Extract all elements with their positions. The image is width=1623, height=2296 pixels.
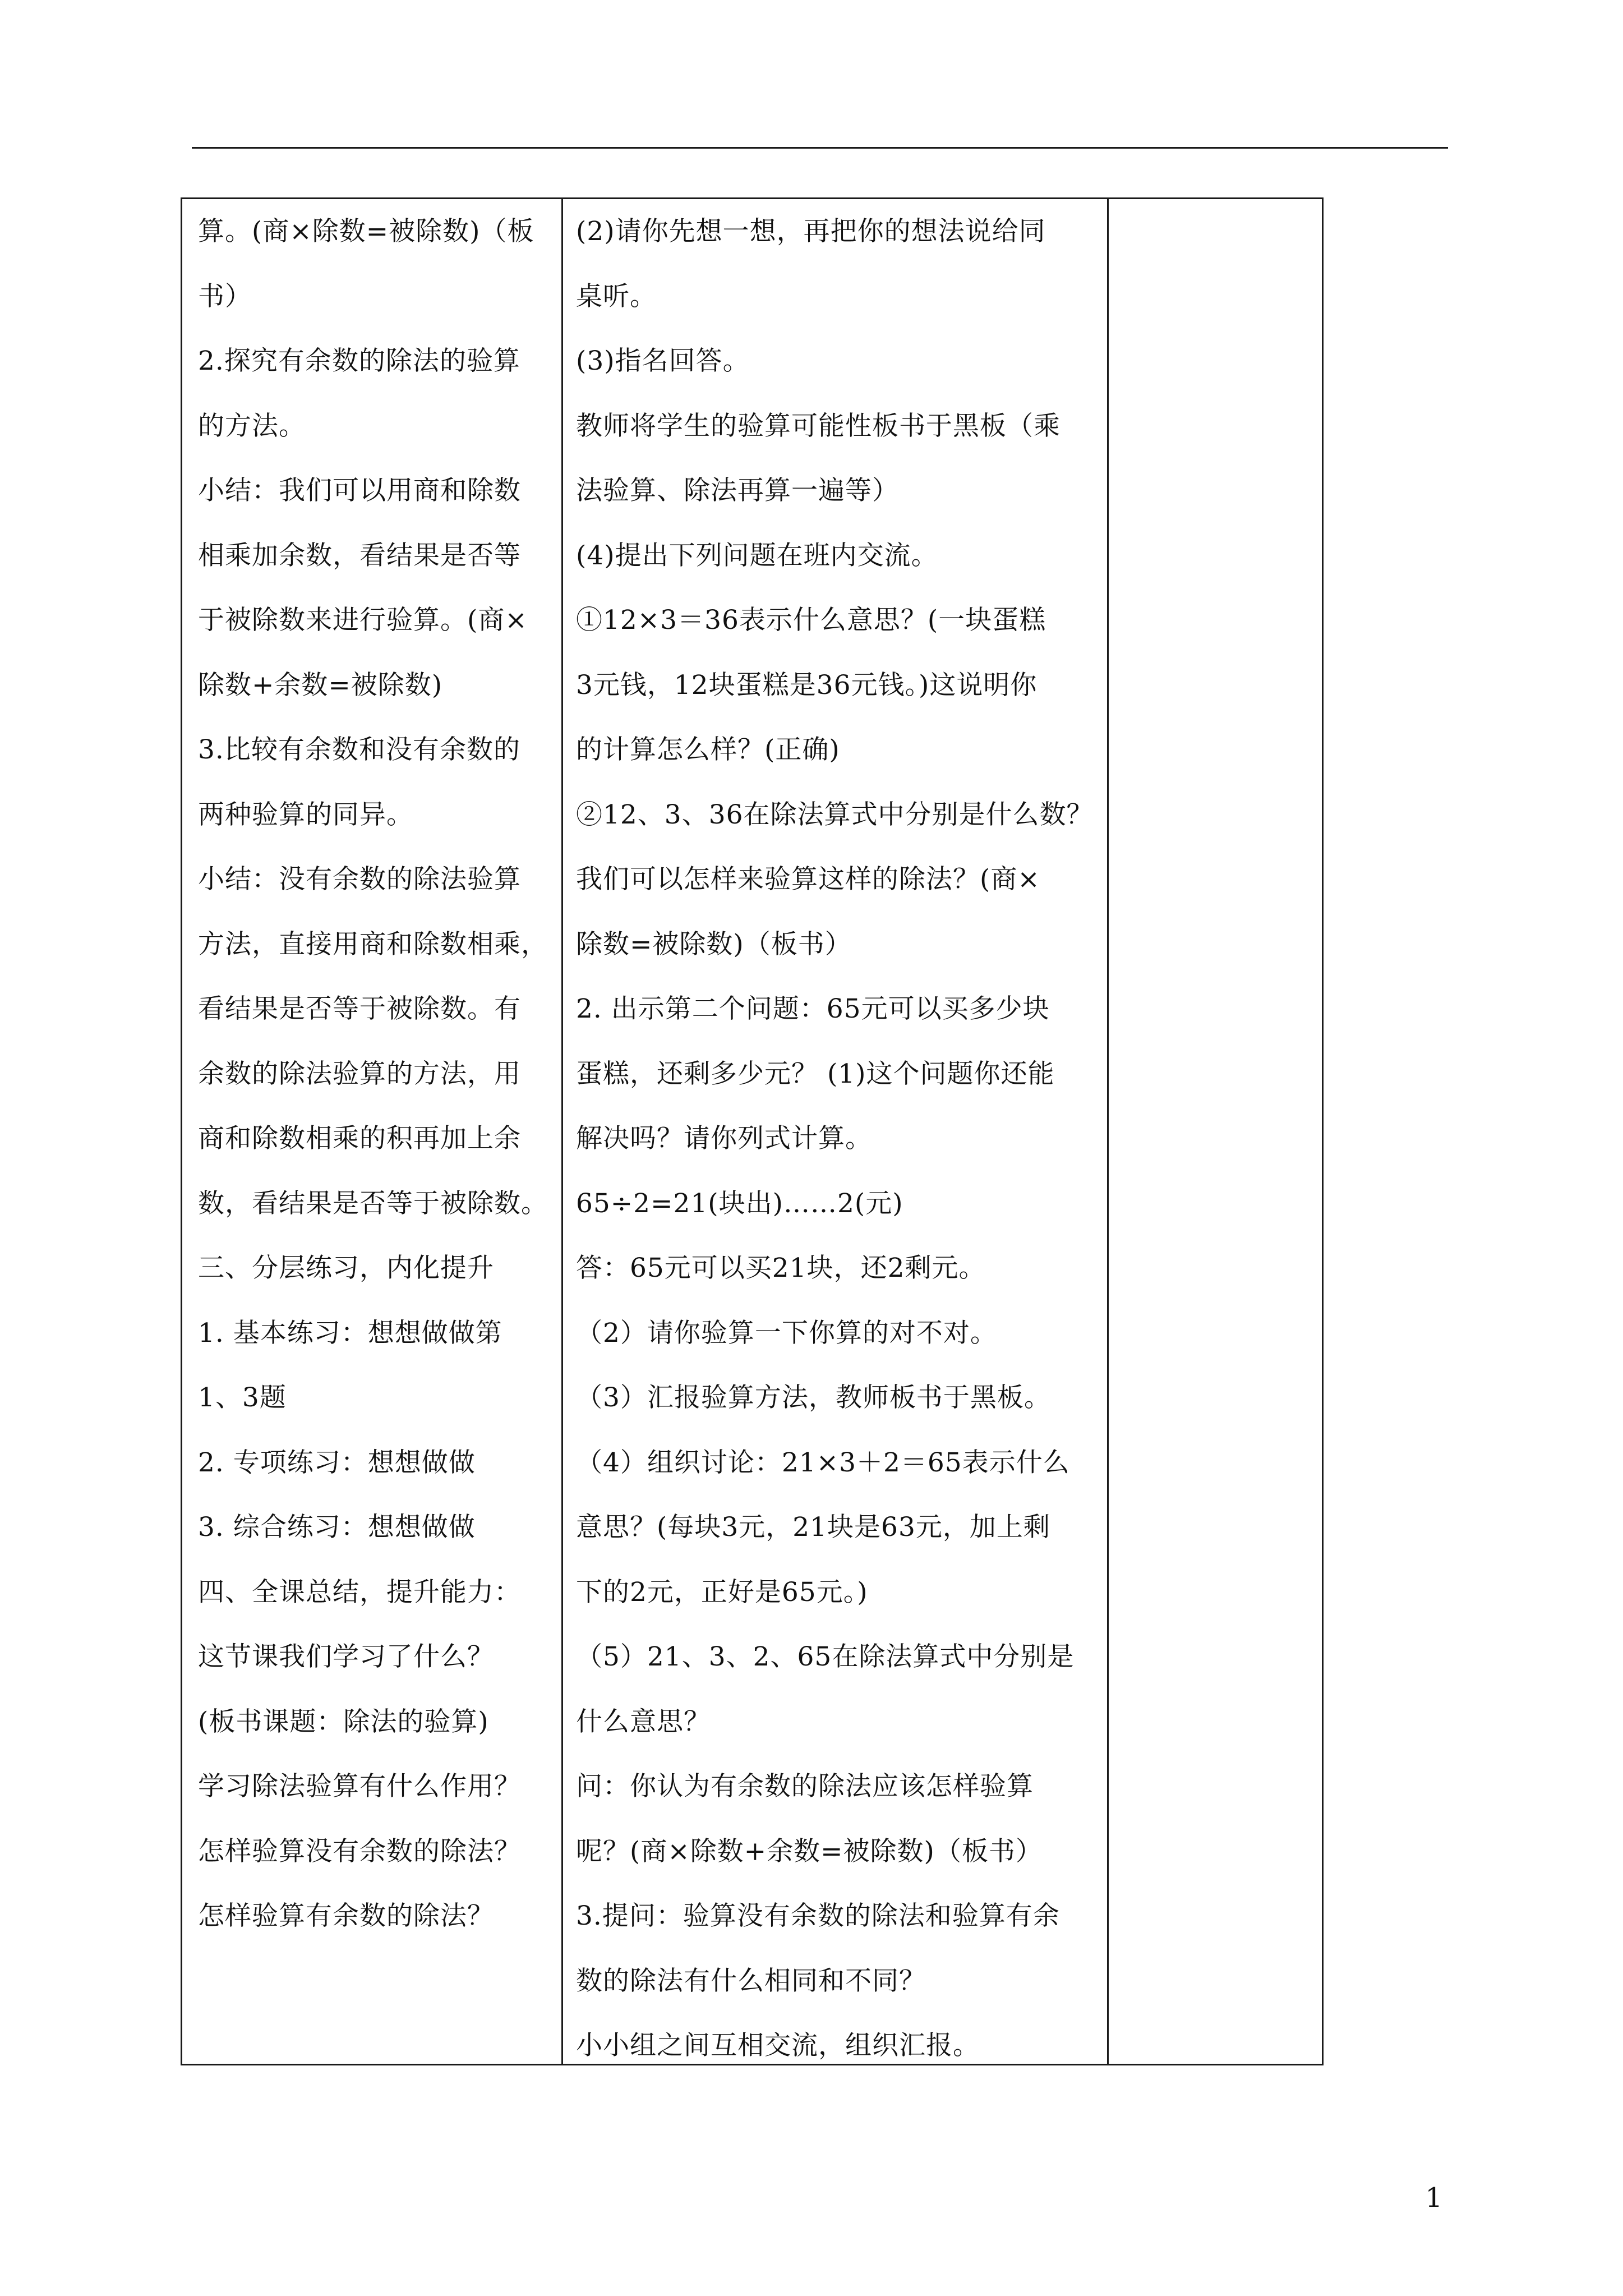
text-line: （3）汇报验算方法，教师板书于黑板。: [576, 1382, 1051, 1413]
text-line: 数的除法有什么相同和不同？: [576, 1965, 926, 1996]
text-line: 3. 综合练习：想想做做: [198, 1512, 476, 1543]
text-line: (2)请你先想一想，再把你的想法说给同: [576, 216, 1046, 247]
text-line: 怎样验算有余数的除法？: [198, 1901, 494, 1931]
text-line: 蛋糕，还剩多少元？ (1)这个问题你还能: [576, 1058, 1055, 1089]
text-line: 这节课我们学习了什么？: [198, 1641, 494, 1672]
column-divider: [561, 199, 563, 2064]
text-line: 三、分层练习，内化提升: [198, 1253, 494, 1283]
text-line: 商和除数相乘的积再加上余: [198, 1123, 521, 1154]
text-line: 2. 出示第二个问题：65元可以买多少块: [576, 993, 1050, 1024]
column-divider: [1107, 199, 1109, 2064]
text-line: 教师将学生的验算可能性板书于黑板（乘: [576, 410, 1061, 441]
text-line: 小结：我们可以用商和除数: [198, 475, 521, 506]
text-line: 什么意思？: [576, 1706, 711, 1737]
text-line: 书）: [198, 280, 252, 312]
text-line: 2. 专项练习：想想做做: [198, 1447, 476, 1478]
text-line: 四、全课总结，提升能力：: [198, 1576, 521, 1608]
text-line: 1、3题: [198, 1382, 287, 1413]
student-activity-column: [198, 199, 557, 2064]
text-line: 算。(商×除数=被除数)（板: [198, 216, 534, 247]
text-line: ②12、3、36在除法算式中分别是什么数？: [576, 799, 1094, 830]
text-line: 桌听。: [576, 280, 657, 312]
text-line: （5）21、3、2、65在除法算式中分别是: [576, 1641, 1075, 1672]
text-line: 学习除法验算有什么作用？: [198, 1771, 521, 1802]
text-line: 两种验算的同异。: [198, 799, 413, 830]
text-line: 2.探究有余数的除法的验算: [198, 346, 520, 376]
text-line: 于被除数来进行验算。(商×: [198, 605, 528, 636]
text-line: 答：65元可以买21块，还2剩元。: [576, 1253, 986, 1283]
text-line: (4)提出下列问题在班内交流。: [576, 540, 938, 571]
text-line: 解决吗？请你列式计算。: [576, 1123, 872, 1154]
text-line: 法验算、除法再算一遍等）: [576, 475, 899, 506]
text-line: 除数=被除数)（板书）: [576, 928, 852, 960]
text-line: 看结果是否等于被除数。有: [198, 993, 521, 1024]
text-line: 余数的除法验算的方法，用: [198, 1058, 521, 1089]
text-line: 的计算怎么样？(正确): [576, 734, 840, 765]
text-line: 3.比较有余数和没有余数的: [198, 734, 520, 765]
text-line: 数，看结果是否等于被除数。: [198, 1188, 548, 1219]
text-line: 问：你认为有余数的除法应该怎样验算: [576, 1771, 1034, 1802]
teaching-process-column: [576, 199, 1103, 2064]
text-line: 3元钱，12块蛋糕是36元钱。)这说明你: [576, 669, 1038, 701]
text-line: 下的2元，正好是65元。): [576, 1576, 868, 1608]
text-line: (板书课题：除法的验算): [198, 1706, 489, 1737]
text-line: 方法，直接用商和除数相乘，: [198, 928, 548, 960]
text-line: 我们可以怎样来验算这样的除法？(商×: [576, 864, 1040, 895]
text-line: 3.提问：验算没有余数的除法和验算有余: [576, 1901, 1060, 1931]
text-line: （2）请你验算一下你算的对不对。: [576, 1317, 997, 1349]
header-rule: [192, 147, 1448, 149]
text-line: 小结：没有余数的除法验算: [198, 864, 521, 895]
text-line: 相乘加余数，看结果是否等: [198, 540, 521, 571]
text-line: 除数+余数=被除数): [198, 669, 443, 701]
text-line: （4）组织讨论：21×3＋2＝65表示什么: [576, 1447, 1070, 1478]
page-number: 1: [1425, 2182, 1442, 2214]
text-line: 1. 基本练习：想想做做第: [198, 1317, 502, 1349]
text-line: 呢？(商×除数+余数=被除数)（板书）: [576, 1835, 1043, 1867]
text-line: 65÷2=21(块出)……2(元): [576, 1188, 903, 1219]
text-line: (3)指名回答。: [576, 346, 750, 376]
text-line: 意思？(每块3元，21块是63元，加上剩: [576, 1512, 1050, 1543]
notes-column: [1113, 199, 1315, 2064]
text-line: 小小组之间互相交流，组织汇报。: [576, 2030, 980, 2061]
text-line: 的方法。: [198, 410, 306, 441]
text-line: 怎样验算没有余数的除法？: [198, 1835, 521, 1867]
text-line: ①12×3＝36表示什么意思？(一块蛋糕: [576, 605, 1046, 636]
lesson-plan-table: [181, 197, 1324, 2065]
